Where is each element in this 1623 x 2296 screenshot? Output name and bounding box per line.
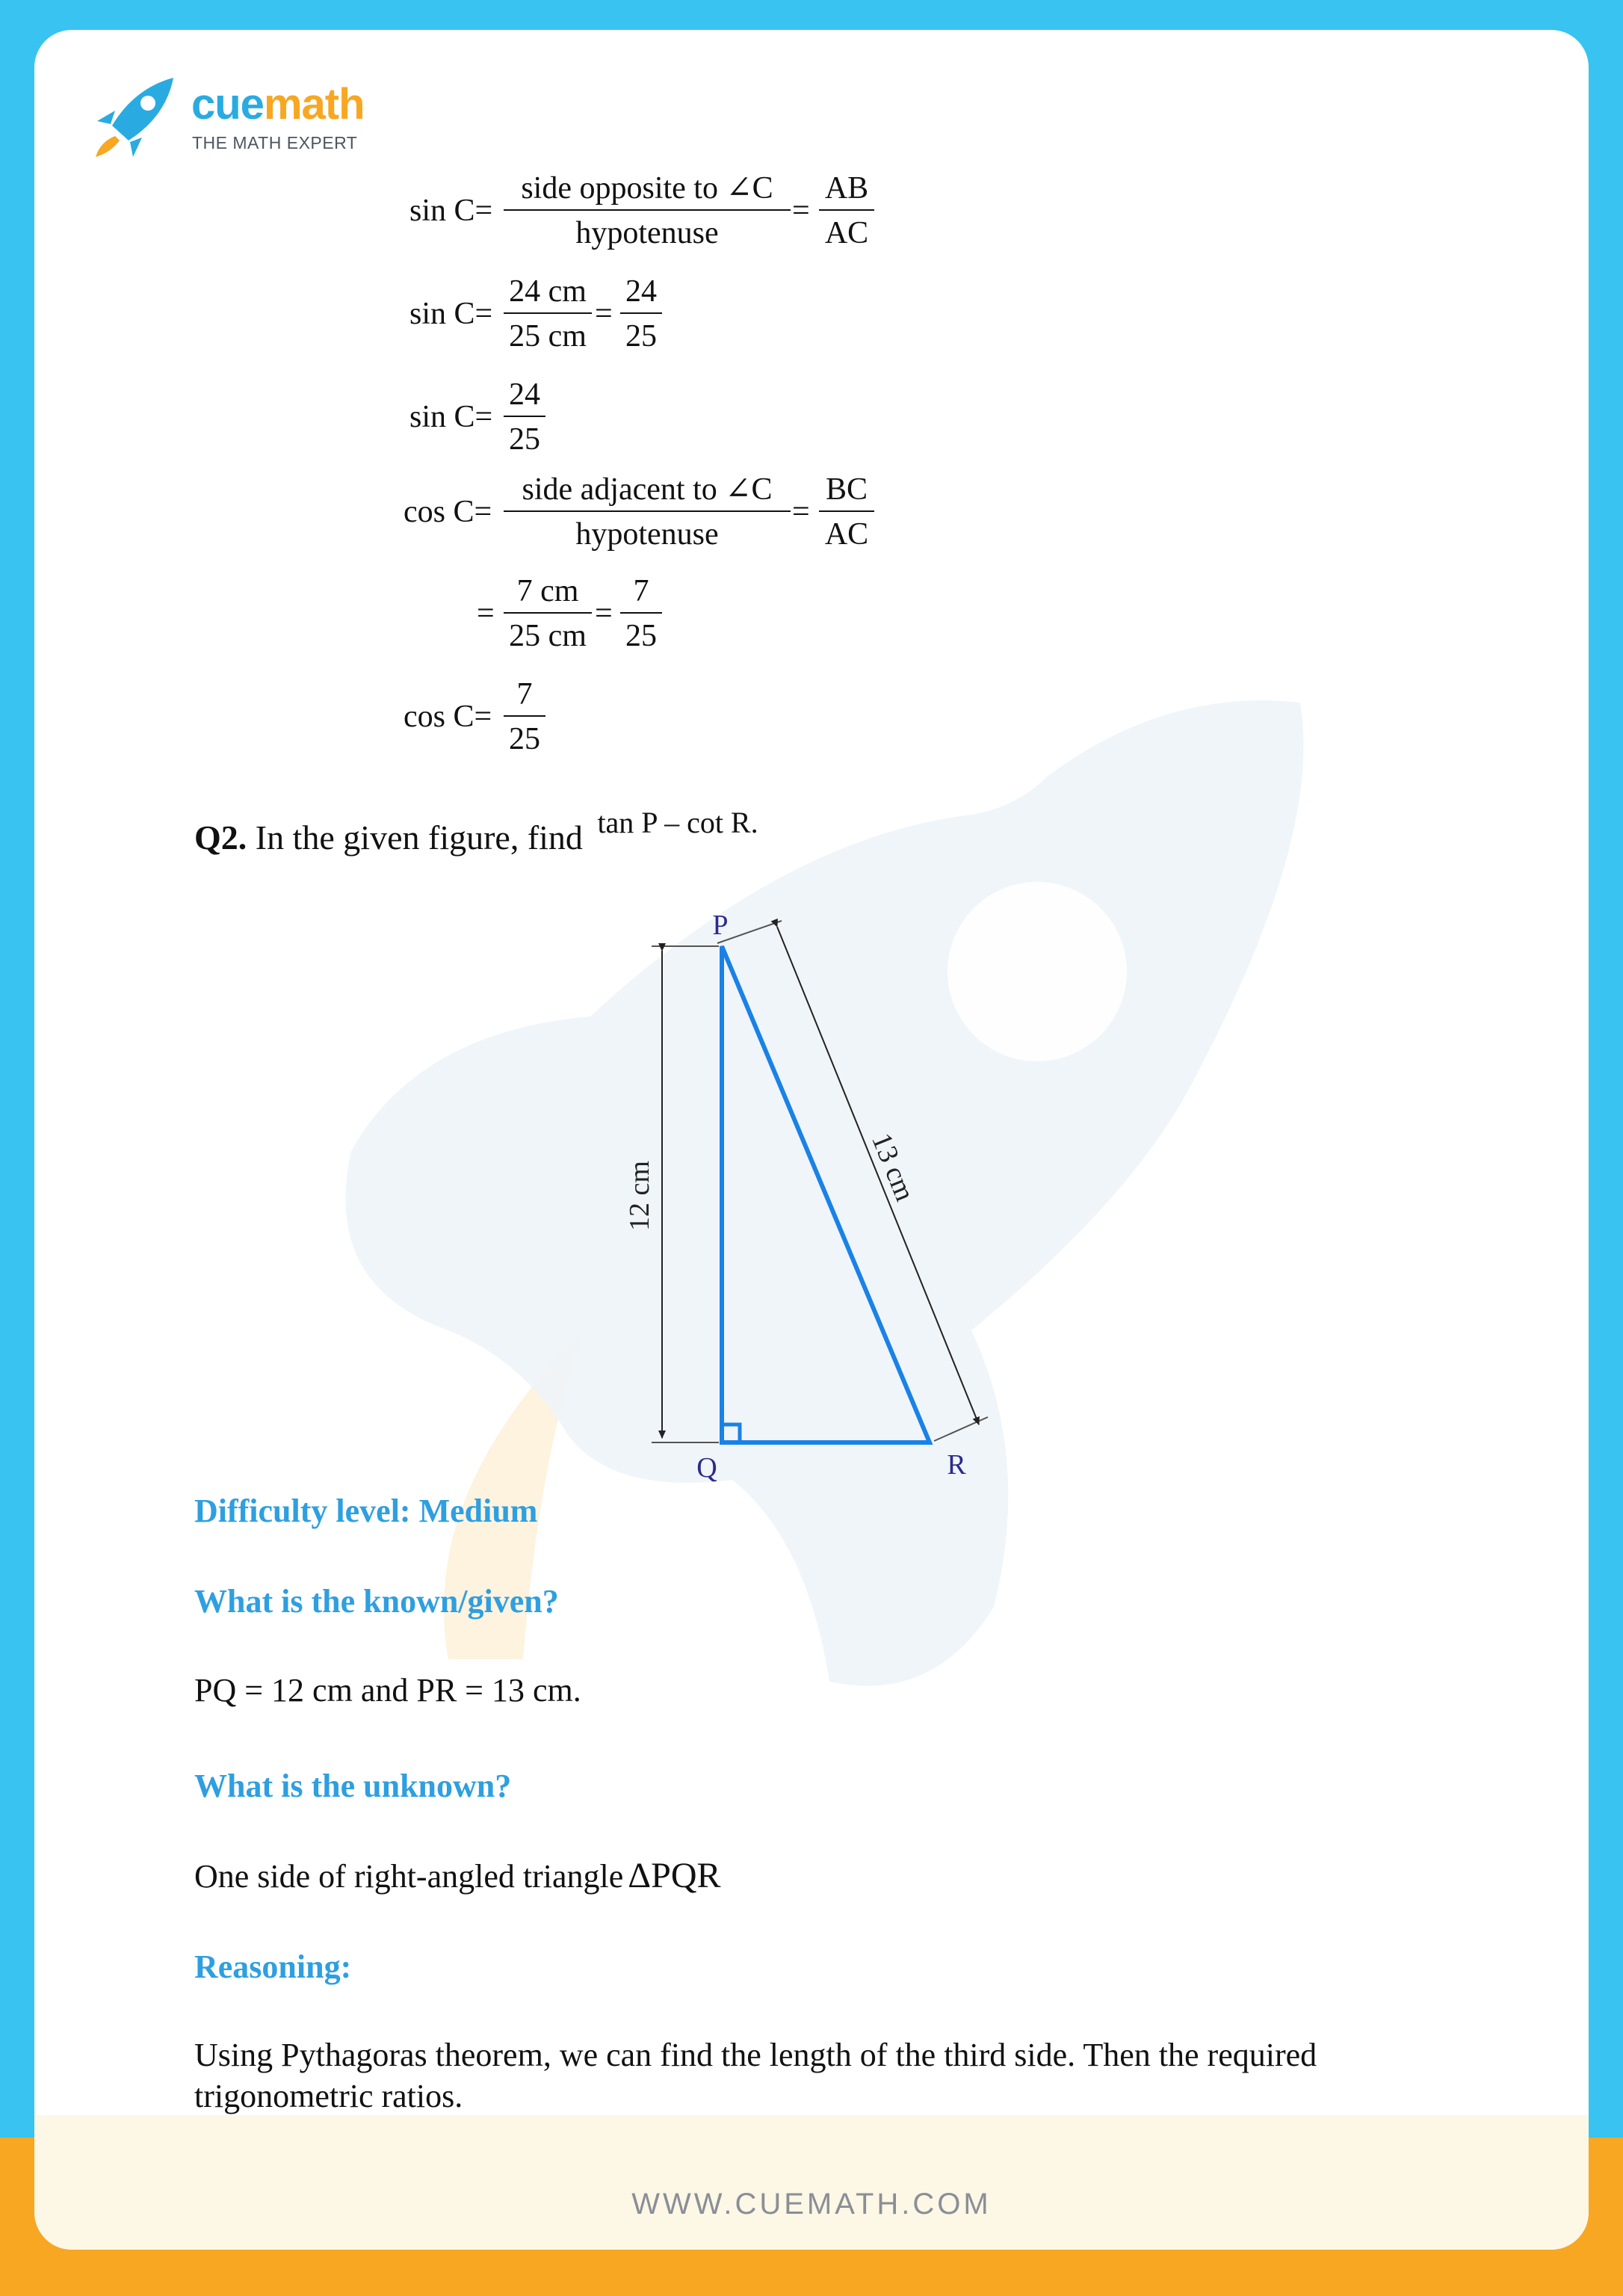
fraction-sin-c-result: $\frac{24}{25}$	[504, 377, 545, 458]
logo-wordmark: cuemath	[191, 80, 365, 129]
fraction-bc-over-ac: $\frac{BC}{AC}$	[819, 472, 874, 553]
label-pr-length: 13 cm	[865, 1129, 921, 1206]
fraction-adjacent-over-hypotenuse: side adjacent to ∠C hypotenuse	[504, 472, 791, 553]
equals-sign: =	[595, 596, 613, 631]
question-2: Q2. In the given figure, find tan P – cot R.	[194, 806, 758, 857]
unknown-text: One side of right-angled triangle ΔPQR	[194, 1856, 721, 1895]
extension-line-r	[934, 1417, 988, 1441]
equation-cos-c-definition-lhs: cos C=	[404, 495, 492, 529]
fraction-7-over-25: $\frac{7}{25}$	[620, 573, 662, 655]
fraction-ab-over-ac: $\frac{AB}{AC}$	[819, 170, 874, 252]
triangle-symbol: ΔPQR	[628, 1856, 721, 1895]
equals-sign: =	[477, 596, 495, 631]
equation-cos-c-result-lhs: cos C=	[404, 700, 492, 734]
vertex-label-r: R	[947, 1449, 966, 1481]
equation-sin-c-values-lhs: sin C=	[409, 297, 493, 331]
vertex-label-p: P	[712, 910, 729, 941]
fraction-24cm-over-25cm: $\frac{24 cm}{25 cm}$	[504, 274, 592, 355]
equals-sign: =	[792, 194, 810, 228]
fraction-cos-c-result: $\frac{7}{25}$	[504, 676, 545, 758]
fraction-24-over-25: $\frac{24}{25}$	[620, 274, 662, 355]
vertex-label-q: Q	[696, 1452, 717, 1484]
fraction-opposite-over-hypotenuse: side opposite to ∠C hypotenuse	[504, 170, 791, 252]
footer-url-link[interactable]: WWW.CUEMATH.COM	[631, 2188, 992, 2221]
equation-sin-c-definition-lhs: sin C=	[409, 194, 493, 228]
known-text: PQ = 12 cm and PR = 13 cm.	[194, 1672, 581, 1709]
dimension-arrow-pr	[777, 927, 979, 1425]
reasoning-text: Using Pythagoras theorem, we can find the length of the third side. Then the required trigonometric ratios.	[194, 2037, 1317, 2114]
question-expression: tan P – cot R.	[597, 806, 758, 839]
right-angle-marker	[722, 1425, 740, 1442]
equals-sign: =	[595, 297, 613, 331]
reasoning-heading: Reasoning:	[194, 1948, 352, 1985]
fraction-7cm-over-25cm: $\frac{7 cm}{25 cm}$	[504, 573, 592, 655]
label-pq-length: 12 cm	[624, 1161, 655, 1231]
known-heading: What is the known/given?	[194, 1583, 559, 1620]
unknown-heading: What is the unknown?	[194, 1768, 512, 1804]
equals-sign: =	[792, 495, 810, 529]
logo-tagline: THE MATH EXPERT	[192, 133, 358, 152]
difficulty-heading: Difficulty level: Medium	[194, 1493, 538, 1529]
equation-sin-c-result-lhs: sin C=	[409, 400, 493, 434]
